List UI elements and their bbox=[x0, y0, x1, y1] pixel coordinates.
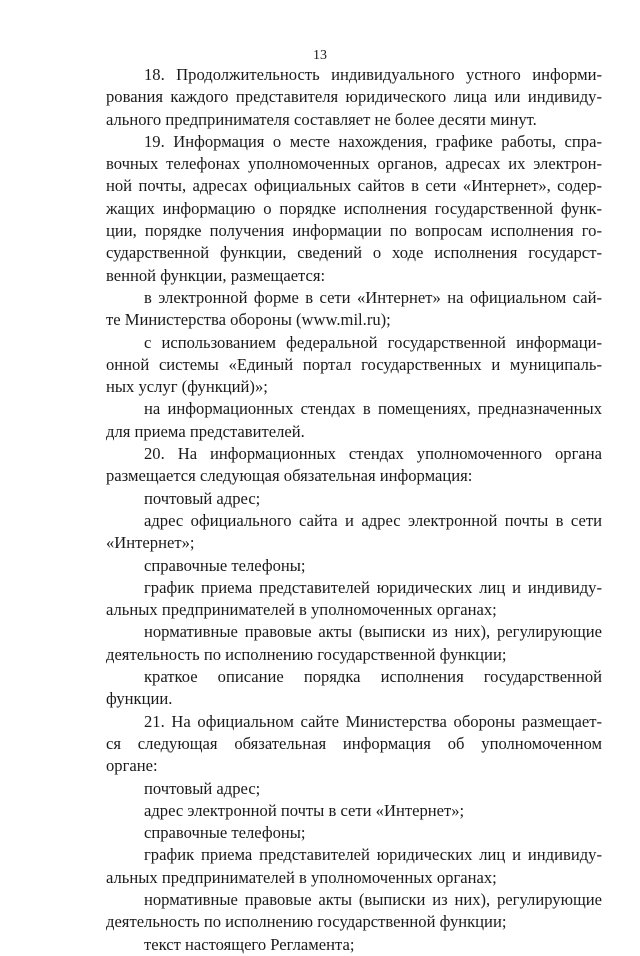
text-line: почтовый адрес; bbox=[144, 488, 261, 508]
text-line: размещается следующая обязательная информация: bbox=[106, 466, 473, 486]
text-line: текст настоящего Регламента; bbox=[144, 934, 355, 954]
text-line: ции, порядке получения информации по вопросам исполнения го- bbox=[106, 221, 602, 241]
paragraph bbox=[106, 934, 602, 956]
paragraph bbox=[106, 577, 602, 622]
text-line: вочных телефонах уполномоченных органов, адресах их электрон- bbox=[106, 154, 602, 174]
text-line: ального предпринимателя составляет не более десяти минут. bbox=[106, 109, 537, 129]
paragraph bbox=[106, 287, 602, 332]
paragraph bbox=[106, 711, 602, 778]
paragraph bbox=[106, 131, 602, 287]
text-line: почтовый адрес; bbox=[144, 778, 261, 798]
paragraph bbox=[106, 889, 602, 934]
document-body bbox=[106, 64, 602, 956]
text-line: справочные телефоны; bbox=[144, 823, 306, 843]
text-line: график приема представителей юридических лиц и индивиду- bbox=[144, 845, 602, 865]
paragraph bbox=[106, 666, 602, 711]
text-line: 20. На информационных стендах уполномоченного органа bbox=[144, 444, 602, 464]
text-line: на информационных стендах в помещениях, предназначенных bbox=[144, 399, 602, 419]
text-line: онной системы «Единый портал государственных и муниципаль- bbox=[106, 354, 602, 374]
text-line: нормативные правовые акты (выписки из них), регулирующие bbox=[144, 622, 602, 642]
paragraph bbox=[106, 800, 602, 822]
text-line: сударственной функции, сведений о ходе исполнения государст- bbox=[106, 243, 602, 263]
paragraph bbox=[106, 64, 602, 131]
text-line: альных предпринимателей в уполномоченных органах; bbox=[106, 600, 497, 620]
text-line: венной функции, размещается: bbox=[106, 265, 326, 285]
text-line: «Интернет»; bbox=[106, 533, 195, 553]
paragraph bbox=[106, 488, 602, 510]
paragraph bbox=[106, 822, 602, 844]
paragraph bbox=[106, 332, 602, 399]
text-line: деятельность по исполнению государственной функции; bbox=[106, 912, 507, 932]
paragraph bbox=[106, 621, 602, 666]
paragraph bbox=[106, 510, 602, 555]
text-line: адрес официального сайта и адрес электронной почты в сети bbox=[144, 510, 602, 530]
text-line: жащих информацию о порядке исполнения государственной функ- bbox=[106, 198, 602, 218]
text-line: график приема представителей юридических лиц и индивиду- bbox=[144, 577, 602, 597]
text-line: для приема представителей. bbox=[106, 421, 305, 441]
paragraph bbox=[106, 778, 602, 800]
text-line: альных предпринимателей в уполномоченных органах; bbox=[106, 867, 497, 887]
text-line: органе: bbox=[106, 756, 158, 776]
text-line: адрес электронной почты в сети «Интернет»; bbox=[144, 800, 465, 820]
text-line: рования каждого представителя юридического лица или индивиду- bbox=[106, 87, 602, 107]
text-line: деятельность по исполнению государственной функции; bbox=[106, 644, 507, 664]
text-line: 19. Информация о месте нахождения, графике работы, спра- bbox=[144, 131, 602, 151]
paragraph bbox=[106, 443, 602, 488]
text-line: те Министерства обороны (www.mil.ru); bbox=[106, 310, 391, 330]
text-line: ных услуг (функций)»; bbox=[106, 377, 268, 397]
page-number: 13 bbox=[313, 48, 327, 63]
text-line: 21. На официальном сайте Министерства обороны размещает- bbox=[144, 711, 602, 731]
text-line: с использованием федеральной государственной информаци- bbox=[144, 332, 602, 352]
paragraph bbox=[106, 844, 602, 889]
text-line: ся следующая обязательная информация об уполномоченном bbox=[106, 733, 602, 753]
text-line: 18. Продолжительность индивидуального устного информи- bbox=[144, 65, 602, 84]
text-line: в электронной форме в сети «Интернет» на официальном сай- bbox=[144, 287, 602, 307]
paragraph bbox=[106, 398, 602, 443]
paragraph bbox=[106, 555, 602, 577]
text-line: справочные телефоны; bbox=[144, 555, 306, 575]
text-line: нормативные правовые акты (выписки из них), регулирующие bbox=[144, 889, 602, 909]
text-line: ной почты, адресах официальных сайтов в сети «Интернет», содер- bbox=[106, 176, 602, 196]
text-line: функции. bbox=[106, 689, 173, 709]
text-line: краткое описание порядка исполнения государственной bbox=[144, 667, 602, 687]
